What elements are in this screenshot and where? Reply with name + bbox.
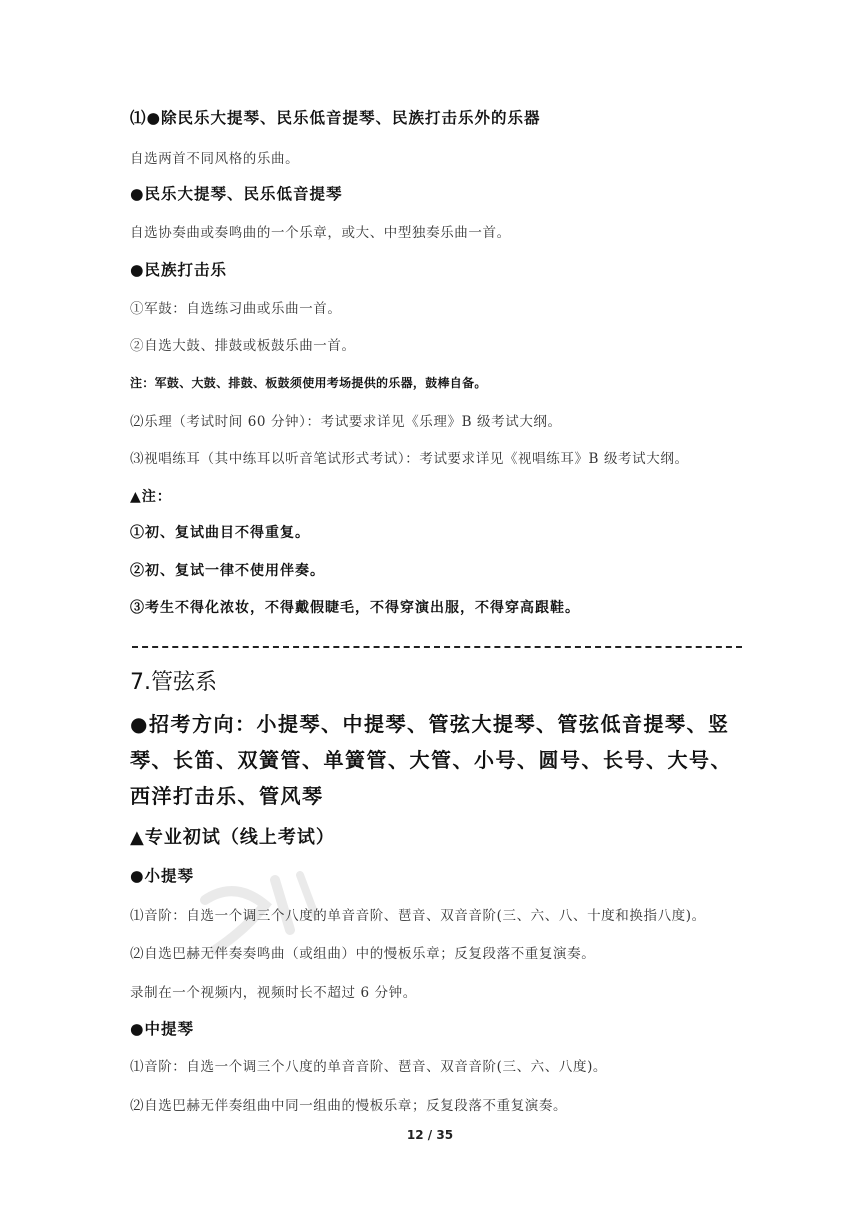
text-viola-scales: ⑴音阶：自选一个调三个八度的单音音阶、琶音、双音音阶(三、六、八度)。 <box>130 1059 608 1075</box>
text-cello-bass: 自选协奏曲或奏鸣曲的一个乐章，或大、中型独奏乐曲一首。 <box>130 225 511 241</box>
percussion-note: 注：军鼓、大鼓、排鼓、板鼓须使用考场提供的乐器，鼓棒自备。 <box>130 376 487 390</box>
text-percussion-2: ②自选大鼓、排鼓或板鼓乐曲一首。 <box>130 338 356 354</box>
watermark-logo <box>195 860 325 980</box>
recruitment-directions: ●招考方向：小提琴、中提琴、管弦大提琴、管弦低音提琴、竖琴、长笛、双簧管、单簧管、大管、小号、圆号、长号、大号、西洋打击乐、管风琴 <box>130 712 732 808</box>
section-title: 7.管弦系 <box>130 670 217 695</box>
exam-heading: ▲专业初试（线上考试） <box>130 827 335 848</box>
notes-heading: ▲注： <box>130 489 172 505</box>
dashed-divider <box>132 646 742 648</box>
heading-percussion: ●民族打击乐 <box>130 260 228 279</box>
heading-viola: ●中提琴 <box>130 1019 195 1038</box>
note-item: ③考生不得化浓妆，不得戴假睫毛，不得穿演出服，不得穿高跟鞋。 <box>130 600 580 616</box>
heading-violin: ●小提琴 <box>130 866 195 885</box>
heading-other-instruments: ⑴●除民乐大提琴、民乐低音提琴、民族打击乐外的乐器 <box>130 108 541 127</box>
heading-cello-bass: ●民乐大提琴、民乐低音提琴 <box>130 184 343 203</box>
text-violin-video: 录制在一个视频内，视频时长不超过 6 分钟。 <box>130 985 417 1001</box>
note-item: ①初、复试曲目不得重复。 <box>130 525 310 541</box>
text-music-theory: ⑵乐理（考试时间 60 分钟）：考试要求详见《乐理》B 级考试大纲。 <box>130 414 562 430</box>
text-viola-bach: ⑵自选巴赫无伴奏组曲中同一组曲的慢板乐章；反复段落不重复演奏。 <box>130 1098 568 1114</box>
text-solfege: ⑶视唱练耳（其中练耳以听音笔试形式考试）：考试要求详见《视唱练耳》B 级考试大纲。 <box>130 451 689 467</box>
text-violin-bach: ⑵自选巴赫无伴奏奏鸣曲（或组曲）中的慢板乐章；反复段落不重复演奏。 <box>130 946 596 962</box>
text-violin-scales: ⑴音阶：自选一个调三个八度的单音音阶、琶音、双音音阶(三、六、八、十度和换指八度)。 <box>130 908 706 924</box>
note-item: ②初、复试一律不使用伴奏。 <box>130 563 325 579</box>
text-other-instruments: 自选两首不同风格的乐曲。 <box>130 151 300 167</box>
text-percussion-1: ①军鼓：自选练习曲或乐曲一首。 <box>130 301 342 317</box>
page-number: 12 / 35 <box>406 1128 454 1142</box>
